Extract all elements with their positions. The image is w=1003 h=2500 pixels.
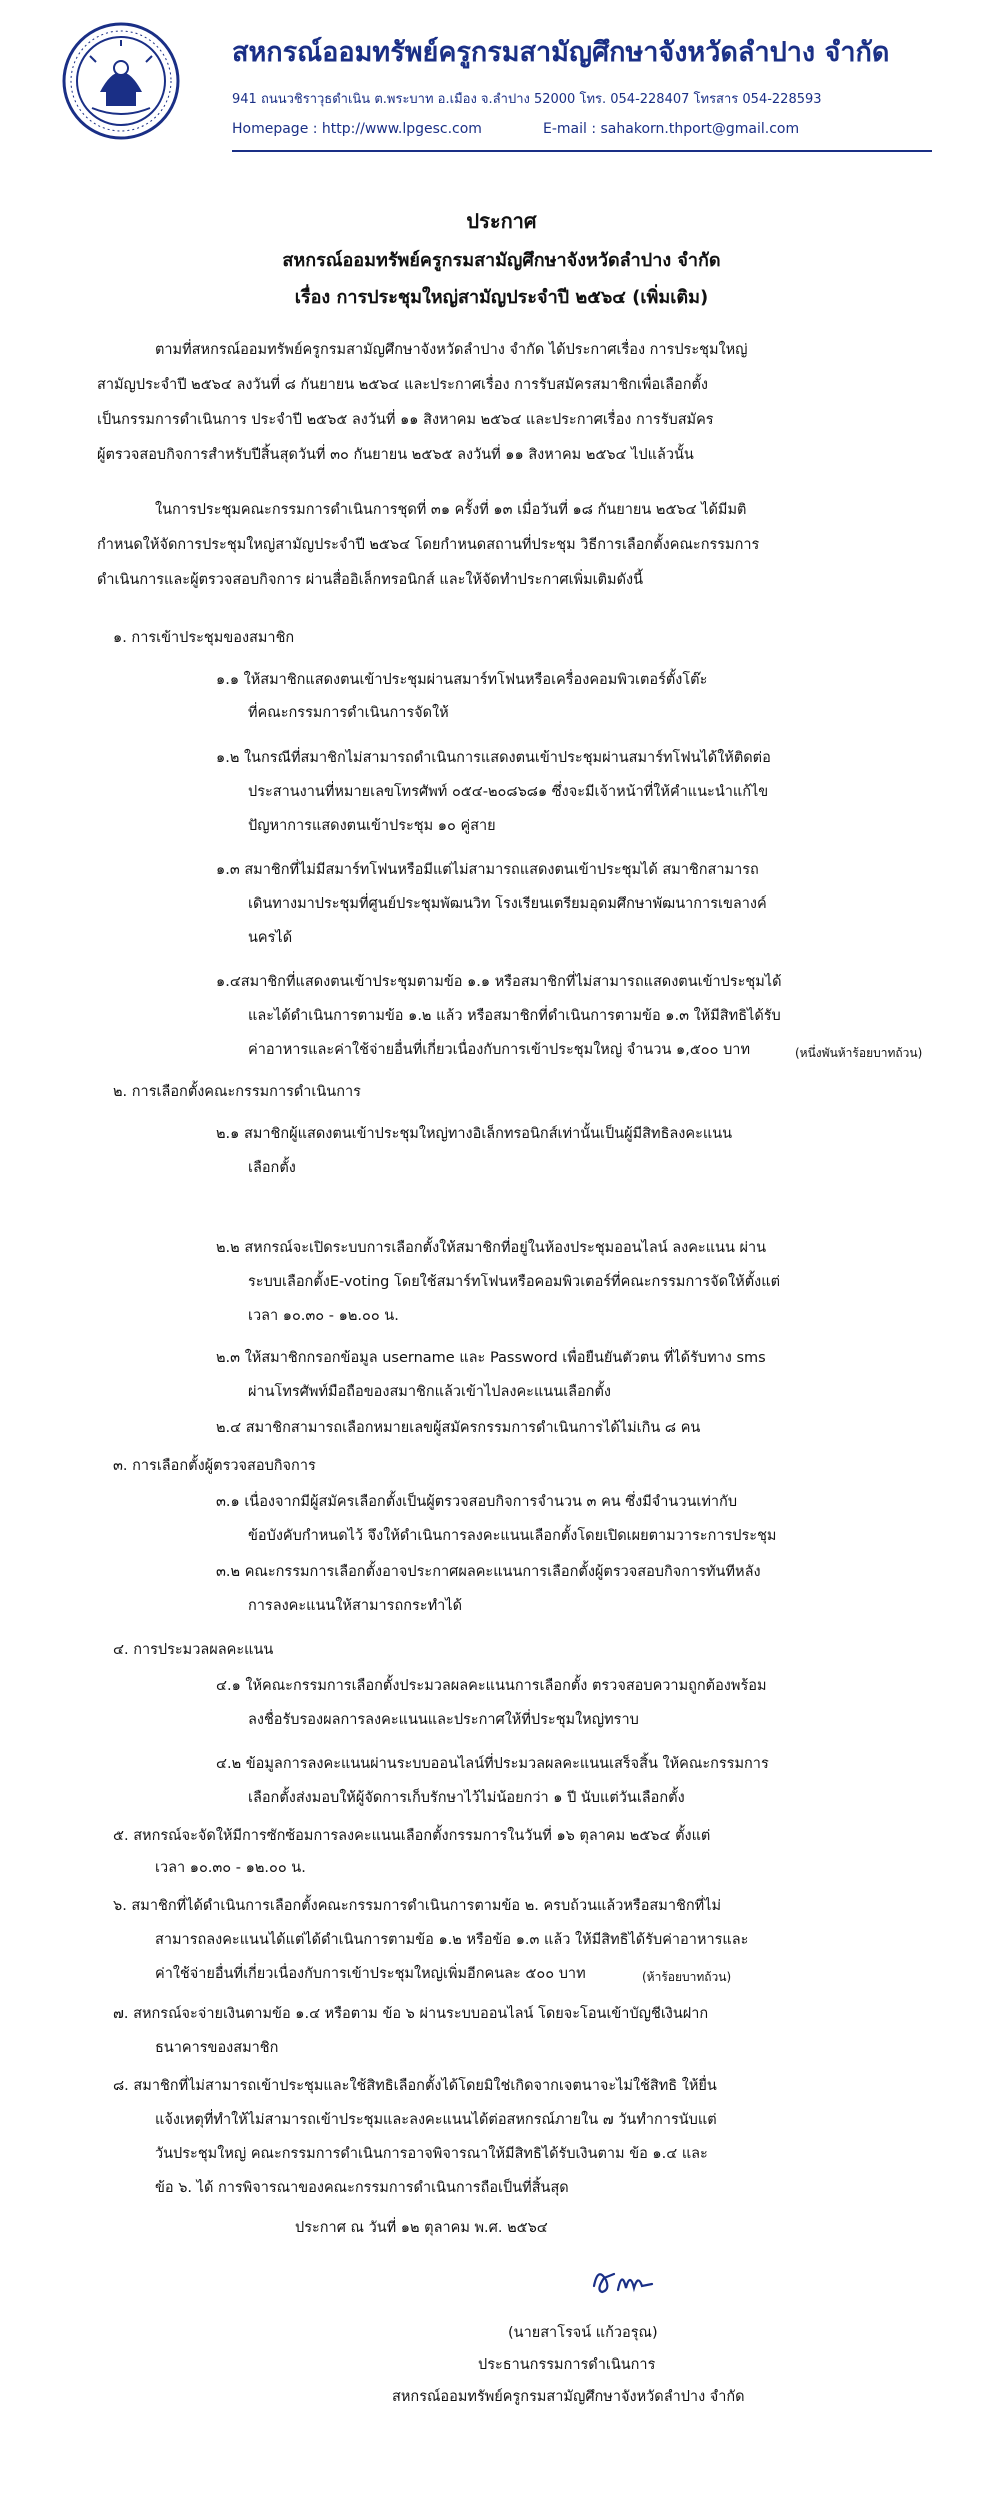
resolution-line: ในการประชุมคณะกรรมการดำเนินการชุดที่ ๓๑ ครั้งที่ ๑๓ เมื่อวันที่ ๑๘ กันยายน ๒๕๖๔ ได้มีมติ [155, 502, 747, 518]
homepage-link[interactable]: Homepage : http://www.lpgesc.com [232, 121, 482, 137]
item-line: ผ่านโทรศัพท์มือถือของสมาชิกแล้วเข้าไปลงคะแนนเลือกตั้ง [248, 1384, 611, 1400]
org-name: สหกรณ์ออมทรัพย์ครูกรมสามัญศึกษาจังหวัดลำปาง จำกัด [232, 37, 890, 68]
item-line: ปัญหาการแสดงตนเข้าประชุม ๑๐ คู่สาย [248, 818, 496, 834]
item-line: นครได้ [248, 930, 293, 946]
item-line: ๒.๒ สหกรณ์จะเปิดระบบการเลือกตั้งให้สมาชิกที่อยู่ในห้องประชุมออนไลน์ ลงคะแนน ผ่าน [216, 1240, 767, 1256]
item-line: ๑.๒ ในกรณีที่สมาชิกไม่สามารถดำเนินการแสดงตนเข้าประชุมผ่านสมาร์ทโฟนได้ให้ติดต่อ [216, 750, 771, 766]
item-line: ธนาคารของสมาชิก [155, 2040, 279, 2056]
email-link-wrap [543, 121, 799, 137]
item-line: ๑. การเข้าประชุมของสมาชิก [113, 630, 295, 646]
item-line: ลงชื่อรับรองผลการลงคะแนนและประกาศให้ที่ประชุมใหญ่ทราบ [248, 1712, 639, 1728]
announce-date: ประกาศ ณ วันที่ ๑๒ ตุลาคม พ.ศ. ๒๕๖๔ [295, 2220, 548, 2236]
item-line: ๖. สมาชิกที่ได้ดำเนินการเลือกตั้งคณะกรรมการดำเนินการตามข้อ ๒. ครบถ้วนแล้วหรือสมาชิกที่ไม่ [113, 1898, 722, 1914]
item-line: ๒.๑ สมาชิกผู้แสดงตนเข้าประชุมใหญ่ทางอิเล็กทรอนิกส์เท่านั้นเป็นผู้มีสิทธิลงคะแนน [216, 1126, 733, 1142]
item-line: ๑.๑ ให้สมาชิกแสดงตนเข้าประชุมผ่านสมาร์ทโฟนหรือเครื่องคอมพิวเตอร์ตั้งโต๊ะ [216, 672, 708, 688]
item-line: เลือกตั้งส่งมอบให้ผู้จัดการเก็บรักษาไว้ไม่น้อยกว่า ๑ ปี นับแต่วันเลือกตั้ง [248, 1790, 685, 1806]
item-line: เวลา ๑๐.๓๐ - ๑๒.๐๐ น. [155, 1860, 306, 1876]
item-line: เดินทางมาประชุมที่ศูนย์ประชุมพัฒนวิท โรงเรียนเตรียมอุดมศึกษาพัฒนาการเขลางค์ [248, 896, 767, 912]
signer-position: ประธานกรรมการดำเนินการ [478, 2357, 656, 2373]
item-line: ข้อบังคับกำหนดไว้ จึงให้ดำเนินการลงคะแนนเลือกตั้งโดยเปิดเผยตามวาระการประชุม [248, 1528, 777, 1544]
item-line: ๑.๓ สมาชิกที่ไม่มีสมาร์ทโฟนหรือมีแต่ไม่สามารถแสดงตนเข้าประชุมได้ สมาชิกสามารถ [216, 862, 759, 878]
amount-note-1500: (หนึ่งพันห้าร้อยบาทถ้วน) [795, 1046, 923, 1060]
item-line: วันประชุมใหญ่ คณะกรรมการดำเนินการอาจพิจารณาให้มีสิทธิได้รับเงินตาม ข้อ ๑.๔ และ [155, 2146, 708, 2162]
item-line: ๗. สหกรณ์จะจ่ายเงินตามข้อ ๑.๔ หรือตาม ข้อ ๖ ผ่านระบบออนไลน์ โดยจะโอนเข้าบัญชีเงินฝาก [113, 2006, 709, 2022]
item-line: และได้ดำเนินการตามข้อ ๑.๒ แล้ว หรือสมาชิกที่ดำเนินการตามข้อ ๑.๓ ให้มีสิทธิได้รับ [248, 1008, 781, 1024]
announce-subject: เรื่อง การประชุมใหญ่สามัญประจำปี ๒๕๖๔ (เพิ่มเติม) [294, 287, 709, 308]
letterhead [0, 0, 1003, 150]
homepage-link-wrap [232, 121, 482, 137]
amount-note-500: (ห้าร้อยบาทถ้วน) [642, 1970, 732, 1984]
item-line: เวลา ๑๐.๓๐ - ๑๒.๐๐ น. [248, 1308, 399, 1324]
item-line: แจ้งเหตุที่ทำให้ไม่สามารถเข้าประชุมและลงคะแนนได้ต่อสหกรณ์ภายใน ๗ วันทำการนับแต่ [155, 2112, 717, 2128]
item-line: ๒.๓ ให้สมาชิกกรอกข้อมูล username และ Password เพื่อยืนยันตัวตน ที่ได้รับทาง sms [216, 1350, 766, 1366]
cooperative-seal-logo [62, 22, 180, 140]
signer-name: (นายสาโรจน์ แก้วอรุณ) [508, 2325, 658, 2341]
item-line: ค่าอาหารและค่าใช้จ่ายอื่นที่เกี่ยวเนื่องกับการเข้าประชุมใหญ่ จำนวน ๑,๕๐๐ บาท [248, 1042, 751, 1058]
item-line: ๔.๑ ให้คณะกรรมการเลือกตั้งประมวลผลคะแนนการเลือกตั้ง ตรวจสอบความถูกต้องพร้อม [216, 1678, 767, 1694]
item-line: สามารถลงคะแนนได้แต่ได้ดำเนินการตามข้อ ๑.๒ หรือข้อ ๑.๓ แล้ว ให้มีสิทธิได้รับค่าอาหารและ [155, 1932, 749, 1948]
intro-line: ผู้ตรวจสอบกิจการสำหรับปีสิ้นสุดวันที่ ๓๐ กันยายน ๒๕๖๕ ลงวันที่ ๑๑ สิงหาคม ๒๕๖๔ ไปแล้วนั้น [97, 447, 694, 463]
signature-mark [588, 2260, 658, 2300]
item-line: การลงคะแนนให้สามารถกระทำได้ [248, 1598, 462, 1614]
item-line: ๓.๒ คณะกรรมการเลือกตั้งอาจประกาศผลคะแนนการเลือกตั้งผู้ตรวจสอบกิจการทันทีหลัง [216, 1564, 761, 1580]
signer-org: สหกรณ์ออมทรัพย์ครูกรมสามัญศึกษาจังหวัดลำปาง จำกัด [392, 2389, 745, 2405]
item-line: ๕. สหกรณ์จะจัดให้มีการซักซ้อมการลงคะแนนเลือกตั้งกรรมการในวันที่ ๑๖ ตุลาคม ๒๕๖๔ ตั้งแต่ [113, 1828, 711, 1844]
announce-org: สหกรณ์ออมทรัพย์ครูกรมสามัญศึกษาจังหวัดลำปาง จำกัด [282, 250, 721, 271]
announce-heading: ประกาศ [466, 209, 537, 233]
item-line: เลือกตั้ง [248, 1160, 296, 1176]
item-line: ที่คณะกรรมการดำเนินการจัดให้ [248, 705, 449, 721]
item-line: ๒. การเลือกตั้งคณะกรรมการดำเนินการ [113, 1084, 361, 1100]
item-line: ๑.๔สมาชิกที่แสดงตนเข้าประชุมตามข้อ ๑.๑ หรือสมาชิกที่ไม่สามารถแสดงตนเข้าประชุมได้ [216, 974, 782, 990]
item-line: ระบบเลือกตั้งE-voting โดยใช้สมาร์ทโฟนหรือคอมพิวเตอร์ที่คณะกรรมการจัดให้ตั้งแต่ [248, 1274, 780, 1290]
item-line: ๓. การเลือกตั้งผู้ตรวจสอบกิจการ [113, 1458, 316, 1474]
org-address: 941 ถนนวชิราวุธดำเนิน ต.พระบาท อ.เมือง จ.ลำปาง 52000 โทร. 054-228407 โทรสาร 054-228593 [232, 92, 822, 107]
email-link[interactable]: E-mail : sahakorn.thport@gmail.com [543, 121, 800, 137]
item-line: ๒.๔ สมาชิกสามารถเลือกหมายเลขผู้สมัครกรรมการดำเนินการได้ไม่เกิน ๘ คน [216, 1420, 701, 1436]
item-line: ๔. การประมวลผลคะแนน [113, 1642, 274, 1658]
item-line: ๓.๑ เนื่องจากมีผู้สมัครเลือกตั้งเป็นผู้ตรวจสอบกิจการจำนวน ๓ คน ซึ่งมีจำนวนเท่ากับ [216, 1494, 738, 1510]
item-line: ๘. สมาชิกที่ไม่สามารถเข้าประชุมและใช้สิทธิเลือกตั้งได้โดยมิใช่เกิดจากเจตนาจะไม่ใช้สิทธิ ให้ยื่น [113, 2078, 717, 2094]
resolution-line: กำหนดให้จัดการประชุมใหญ่สามัญประจำปี ๒๕๖๔ โดยกำหนดสถานที่ประชุม วิธีการเลือกตั้งคณะกรรมการ [97, 537, 760, 553]
intro-line: ตามที่สหกรณ์ออมทรัพย์ครูกรมสามัญศึกษาจังหวัดลำปาง จำกัด ได้ประกาศเรื่อง การประชุมใหญ่ [155, 342, 748, 358]
resolution-line: ดำเนินการและผู้ตรวจสอบกิจการ ผ่านสื่ออิเล็กทรอนิกส์ และให้จัดทำประกาศเพิ่มเติมดังนี้ [97, 572, 643, 588]
intro-line: เป็นกรรมการดำเนินการ ประจำปี ๒๕๖๕ ลงวันที่ ๑๑ สิงหาคม ๒๕๖๔ และประกาศเรื่อง การรับสมัคร [97, 412, 714, 428]
item-line: ข้อ ๖. ได้ การพิจารณาของคณะกรรมการดำเนินการถือเป็นที่สิ้นสุด [155, 2180, 569, 2196]
item-line: ๔.๒ ข้อมูลการลงคะแนนผ่านระบบออนไลน์ที่ประมวลผลคะแนนเสร็จสิ้น ให้คณะกรรมการ [216, 1756, 769, 1772]
header-divider [232, 150, 932, 152]
item-line: ค่าใช้จ่ายอื่นที่เกี่ยวเนื่องกับการเข้าประชุมใหญ่เพิ่มอีกคนละ ๕๐๐ บาท [155, 1966, 586, 1982]
intro-line: สามัญประจำปี ๒๕๖๔ ลงวันที่ ๘ กันยายน ๒๕๖๔ และประกาศเรื่อง การรับสมัครสมาชิกเพื่อเลือกตั้ง [97, 377, 708, 393]
item-line: ประสานงานที่หมายเลขโทรศัพท์ ๐๕๔-๒๐๘๖๘๑ ซึ่งจะมีเจ้าหน้าที่ให้คำแนะนำแก้ไข [248, 784, 769, 800]
